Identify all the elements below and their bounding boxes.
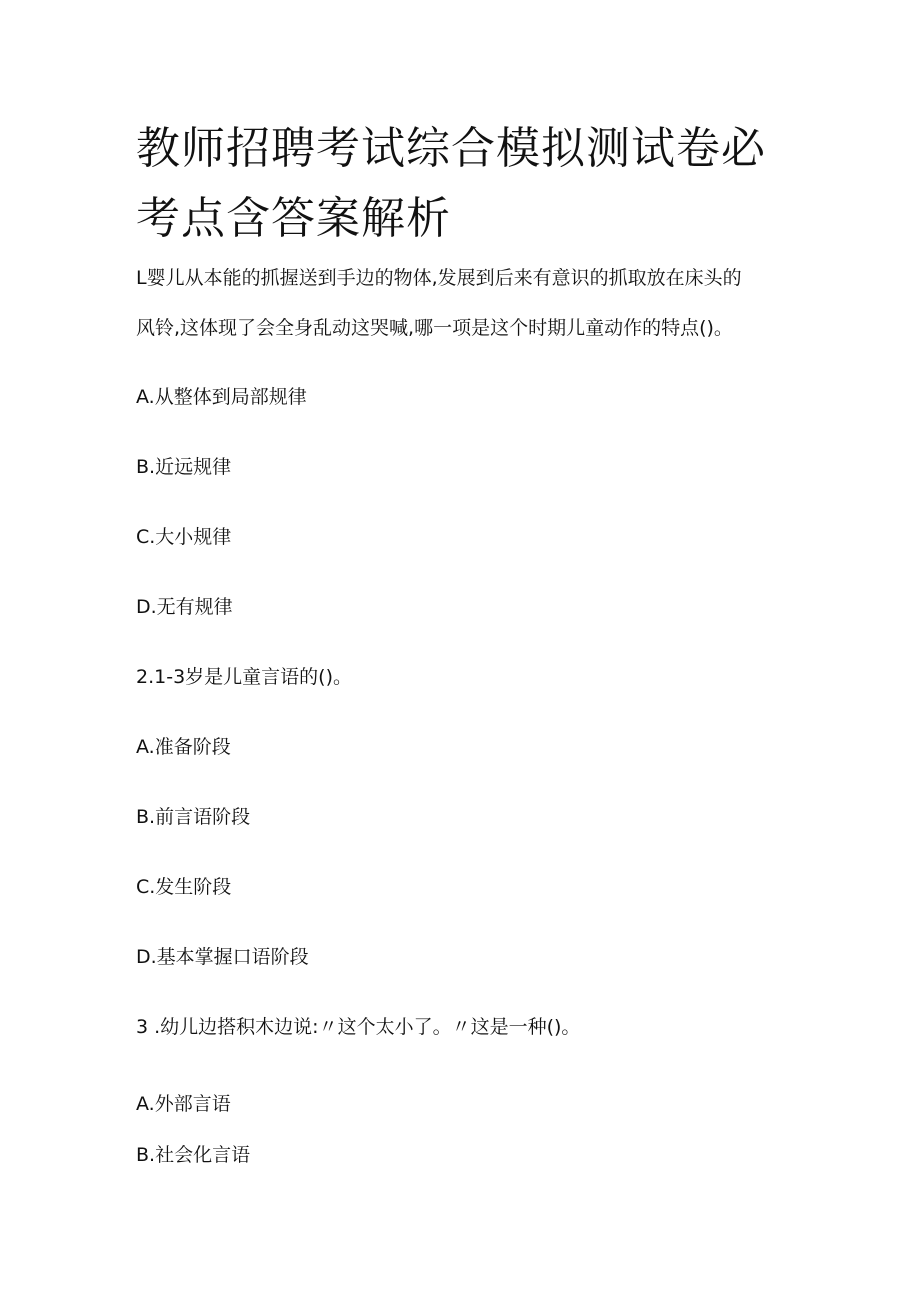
question-2-option-d: D.基本掌握口语阶段	[136, 946, 309, 968]
question-2-stem: 2.1-3岁是儿童言语的()。	[136, 666, 352, 688]
question-2-option-b: B.前言语阶段	[136, 806, 251, 828]
question-2-option-a: A.准备阶段	[136, 736, 231, 758]
question-3-option-b: B.社会化言语	[136, 1144, 251, 1166]
question-1-option-d: D.无有规律	[136, 596, 233, 618]
question-1-option-a: A.从整体到局部规律	[136, 386, 307, 408]
question-1-option-b: B.近远规律	[136, 456, 232, 478]
question-1-option-c: C.大小规律	[136, 526, 232, 548]
question-1-stem-line-2: 风铃,这体现了会全身乱动这哭喊,哪一项是这个时期儿童动作的特点()。	[136, 317, 733, 339]
question-3-stem: 3 .幼儿边搭积木边说:〃这个太小了。〃这是一种()。	[136, 1016, 581, 1038]
document-title: 教师招聘考试综合模拟测试卷必考点含答案解析	[136, 123, 766, 244]
question-3-option-a: A.外部言语	[136, 1093, 231, 1115]
question-2-option-c: C.发生阶段	[136, 876, 232, 898]
question-1-stem-line-1: L婴儿从本能的抓握送到手边的物体,发展到后来有意识的抓取放在床头的	[136, 267, 742, 289]
